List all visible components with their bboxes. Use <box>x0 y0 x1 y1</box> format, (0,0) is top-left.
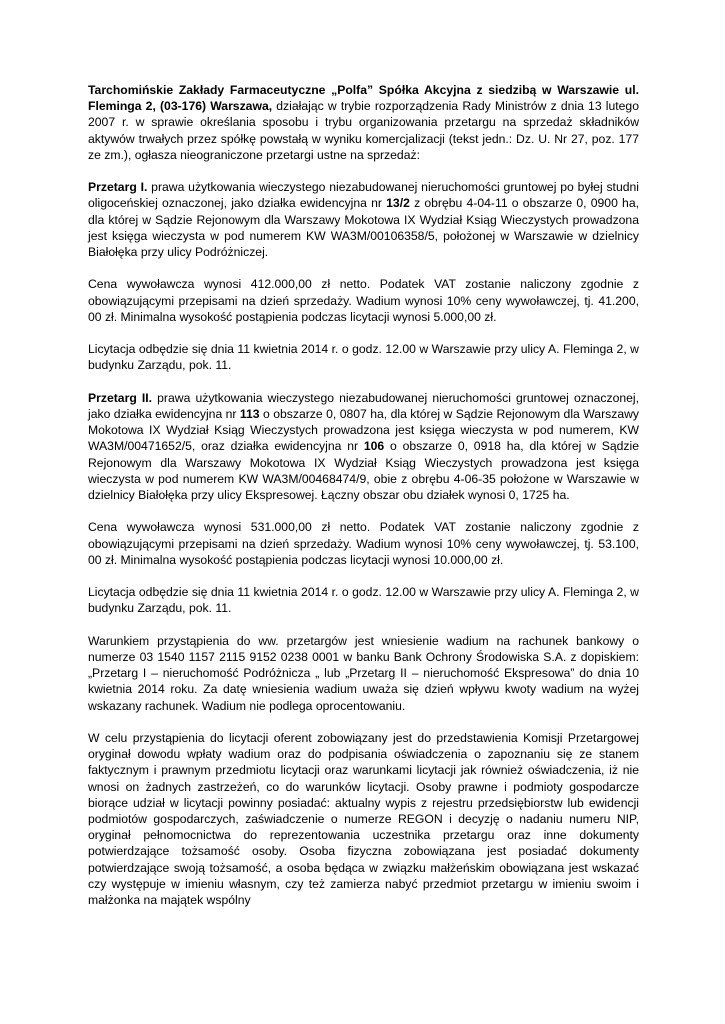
tender-2-price: Cena wywoławcza wynosi 531.000,00 zł netto. Podatek VAT zostanie naliczony zgodnie z obowiązującymi przepisami na dzień sprzedaży. Wadium wynosi 10% ceny wywoławczej, tj. 53.100, 00 zł. Minimalna wysokość postąpienia podczas licytacji wynosi 10.000,00 zł. <box>88 520 639 567</box>
tender-2-auction: Licytacja odbędzie się dnia 11 kwietnia 2014 r. o godz. 12.00 w Warszawie przy ulicy A. Fleminga 2, w budynku Zarządu, pok. 11. <box>88 585 639 616</box>
tender-1-description: Przetarg I. prawa użytkowania wieczystego niezabudowanej nieruchomości gruntowej po byłej studni oligoceńskiej oznaczonej, jako działka ewidencyjna nr 13/2 z obrębu 4-04-11 o obszarze 0, 0900 ha, dla której w Sądzie Rejonowym dla Warszawy Mokotowa IX Wydział Ksiąg Wieczystych prowadzona jest księga wieczysta w pod numerem KW WA3M/00106358/5, położonej w Warszawie w dzielnicy Białołęka przy ulicy Podróżniczej. <box>88 180 639 260</box>
tender-1-plot-number: 13/2 <box>386 196 410 211</box>
tender-2-plot-number-1: 113 <box>239 407 260 421</box>
intro-paragraph <box>88 82 639 163</box>
document-page <box>88 82 639 924</box>
tender-1-label: Przetarg I. <box>88 180 148 195</box>
tender-1-auction: Licytacja odbędzie się dnia 11 kwietnia 2014 r. o godz. 12.00 w Warszawie przy ulicy A. Fleminga 2, w budynku Zarządu, pok. 11. <box>88 342 639 373</box>
company-name: Tarchomińskie Zakłady Farmaceutyczne „Polfa” Spółka Akcyjna z siedzibą w Warszawie ul. Fleminga 2, (03-176) Warszawa, <box>88 83 639 114</box>
participation-paragraph: W celu przystąpienia do licytacji oferent zobowiązany jest do przedstawienia Komisji Przetargowej oryginał dowodu wpłaty wadium oraz do podpisania oświadczenia o zapoznaniu się ze stanem faktycznym i prawnym przedmiotu licytacji oraz warunkami licytacji jak również oświadczenia, iż nie wnosi on żadnych zastrzeżeń, co do warunków licytacji. Osoby prawne i podmioty gospodarcze biorące udział w licytacji powinny posiadać: aktualny wypis z rejestru przedsiębiorstw lub ewidencji podmiotów gospodarczych, zaświadczenie o numerze REGON i decyzję o nadaniu numeru NIP, oryginał pełnomocnictwa do reprezentowania uczestnika przetargu oraz inne dokumenty potwierdzające tożsamość osoby. Osoba fizyczna zobowiązana jest posiadać dokumenty potwierdzające swoją tożsamość, a osoba będąca w związku małżeńskim obowiązana jest wskazać czy występuje w imieniu własnym, czy też zamierza nabyć przedmiot przetargu w imieniu swoim i małżonka na majątek wspólny <box>88 731 639 908</box>
tender-1-price: Cena wywoławcza wynosi 412.000,00 zł netto. Podatek VAT zostanie naliczony zgodnie z obowiązującymi przepisami na dzień sprzedaży. Wadium wynosi 10% ceny wywoławczej, tj. 41.200, 00 zł. Minimalna wysokość postąpienia podczas licytacji wynosi 5.000,00 zł. <box>88 277 639 324</box>
deposit-paragraph: Warunkiem przystąpienia do ww. przetargów jest wniesienie wadium na rachunek bankowy o numerze 03 1540 1157 2115 9152 0238 0001 w banku Bank Ochrony Środowiska S.A. z dopiskiem: „Przetarg I – nieruchomość Podróżnicza „ lub „Przetarg II – nieruchomość Ekspresowa” do dnia 10 kwietnia 2014 roku. Za datę wniesienia wadium uważa się dzień wpływu kwoty wadium na wyżej wskazany rachunek. Wadium nie podlega oprocentowaniu. <box>88 633 639 713</box>
tender-2-plot-number-2: 106 <box>363 439 385 454</box>
intro-text: działając w trybie rozporządzenia Rady Ministrów z dnia 13 lutego 2007 r. w sprawie określania sposobu i trybu organizowania przetargu na sprzedaż składników aktywów trwałych przez spółkę powstałą w wyniku komercjalizacji (tekst jedn.: Dz. U. Nr 27, poz. 177 ze zm.), ogłasza nieograniczone przetargi ustne na sprzedaż: <box>88 99 639 162</box>
tender-2-label: Przetarg II. <box>88 390 153 405</box>
tender-2-description: Przetarg II. prawa użytkowania wieczystego niezabudowanej nieruchomości gruntowej oznaczonej, jako działka ewidencyjna nr 113 o obszarze 0, 0807 ha, dla której w Sądzie Rejonowym dla Warszawy Mokotowa IX Wydział Ksiąg Wieczystych prowadzona jest księga wieczysta w pod numerem, KW WA3M/00471652/5, oraz działka ewidencyjna nr 106 o obszarze 0, 0918 ha, dla której w Sądzie Rejonowym dla Warszawy Mokotowa IX Wydział Ksiąg Wieczystych prowadzona jest księga wieczysta w pod numerem KW WA3M/00468474/9, obie z obrębu 4-06-35 położone w Warszawie w dzielnicy Białołęka przy ulicy Ekspresowej. Łączny obszar obu działek wynosi 0, 1725 ha. <box>88 390 640 503</box>
